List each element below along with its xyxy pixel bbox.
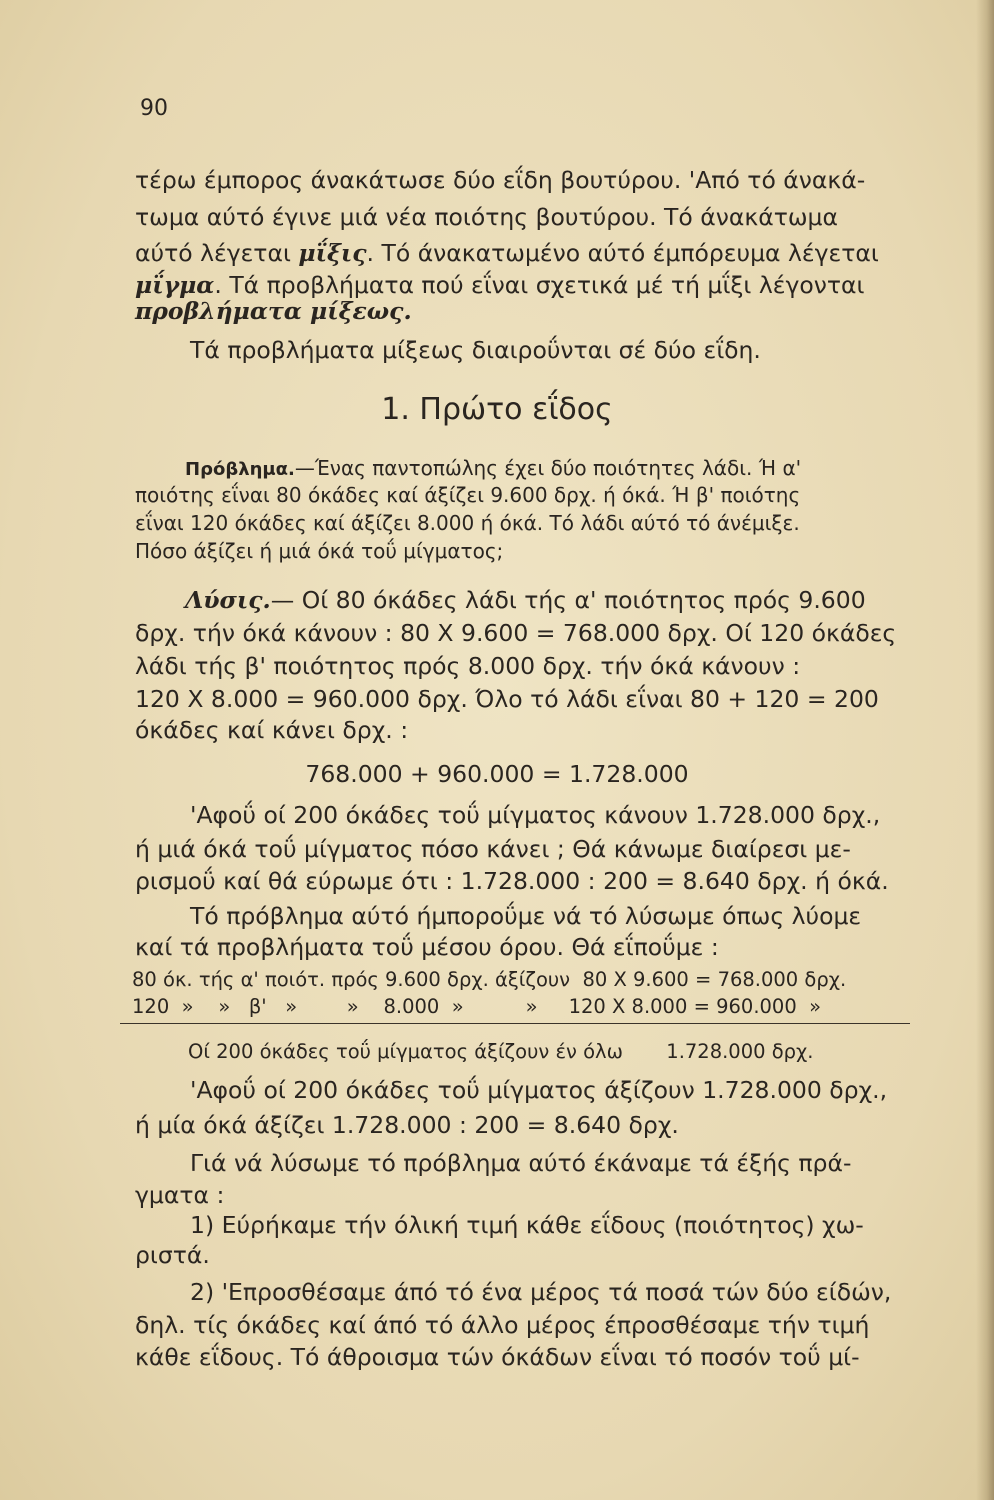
text-line: καί τά προβλήματα τοΰ μέσου όρου. Θά εΐποΰμε : [135, 933, 719, 961]
text-line: Τό πρόβλημα αύτό ήμποροΰμε νά τό λύσωμε όπως λύομε [190, 902, 862, 930]
list-item: 1) Εύρήκαμε τήν όλική τιμή κάθε εΐδους (ποιότητος) χω- [190, 1211, 864, 1239]
text-line: ρισμοΰ καί θά εύρωμε ότι : 1.728.000 : 200 = 8.640 δρχ. ή όκά. [135, 867, 889, 895]
text-line: 'Αφοΰ οί 200 όκάδες τοΰ μίγματος άξίζουν 1.728.000 δρχ., [190, 1076, 888, 1104]
calc-row: 80 όκ. τής α' ποιότ. πρός 9.600 δρχ. άξίζουν 80 X 9.600 = 768.000 δρχ. [132, 968, 847, 991]
list-item: δηλ. τίς όκάδες καί άπό τό άλλο μέρος έπροσθέσαμε τήν τιμή [135, 1311, 870, 1339]
problem-line: ποιότης εΐναι 80 όκάδες καί άξίζει 9.600 δρχ. ή όκά. Ή β' ποιότης [135, 483, 801, 507]
text-line: τωμα αύτό έγινε μιά νέα ποιότης βουτύρου. Τό άνακάτωμα [135, 203, 838, 231]
text-line: Τά προβλήματα μίξεως διαιροΰνται σέ δύο εΐδη. [190, 336, 761, 364]
section-heading: 1. Πρώτο εΐδος [381, 392, 613, 427]
solution-line: λάδι τής β' ποιότητος πρός 8.000 δρχ. τήν όκά κάνουν : [135, 652, 801, 680]
problem-label: Πρόβλημα. [185, 459, 295, 480]
text-line: 'Αφοΰ οί 200 όκάδες τοΰ μίγματος κάνουν 1.728.000 δρχ., [190, 801, 881, 829]
problem-line: Πόσο άξίζει ή μιά όκά τοΰ μίγματος; [135, 539, 504, 563]
text-segment: . Τό άνακατωμένο αύτό έμπόρευμα λέγεται [366, 239, 879, 267]
text-line: τέρω έμπορος άνακάτωσε δύο εΐδη βουτύρου. 'Από τό άνακά- [135, 166, 866, 194]
text-segment: — Οί 80 όκάδες λάδι τής α' ποιότητος πρός 9.600 [270, 586, 866, 614]
term-migma: μΐγμα [135, 271, 215, 299]
list-item: 2) 'Επροσθέσαμε άπό τό ένα μέρος τά ποσά τών δύο είδών, [190, 1278, 892, 1306]
solution-line [135, 585, 930, 615]
equation: 768.000 + 960.000 = 1.728.000 [305, 760, 689, 788]
problem-line: εΐναι 120 όκάδες καί άξίζει 8.000 ή όκά. Τό λάδι αύτό τό άνέμιξε. [135, 511, 800, 535]
text-line: ή μιά όκά τοΰ μίγματος πόσο κάνει ; Θά κάνωμε διαίρεσι με- [135, 835, 851, 863]
text-segment: . Τά προβλήματα πού εΐναι σχετικά μέ τή μΐξι λέγονται [214, 271, 865, 299]
text-segment: αύτό λέγεται [135, 239, 299, 267]
term-mixis: μΐξις [298, 239, 367, 267]
text-line: Γιά νά λύσωμε τό πρόβλημα αύτό έκάναμε τά έξής πρά- [190, 1149, 852, 1177]
list-item: ριστά. [135, 1241, 210, 1269]
divider-rule [120, 1023, 910, 1024]
text-line [135, 238, 930, 268]
text-segment: —Ένας παντοπώλης έχει δύο ποιότητες λάδι. Ή α' [294, 456, 802, 480]
page-edge-shadow [976, 0, 994, 1500]
solution-line: δρχ. τήν όκά κάνουν : 80 X 9.600 = 768.000 δρχ. Οί 120 όκάδες [135, 619, 897, 647]
text-line: ή μία όκά άξίζει 1.728.000 : 200 = 8.640 δρχ. [135, 1111, 679, 1139]
list-item: κάθε εΐδους. Τό άθροισμα τών όκάδων εΐναι τό ποσόν τοΰ μί- [135, 1343, 860, 1371]
text-line: γματα : [135, 1181, 225, 1209]
term-problems-mixing: προβλήματα μίξεως. [135, 297, 412, 325]
solution-label: Λύσις. [185, 586, 271, 614]
solution-line: όκάδες καί κάνει δρχ. : [135, 716, 409, 744]
calc-row: 120 » » β' » » 8.000 » » 120 X 8.000 = 960.000 » [132, 995, 822, 1018]
page-number: 90 [140, 96, 168, 121]
calc-total: Οί 200 όκάδες τοΰ μίγματος άξίζουν έν όλω 1.728.000 δρχ. [188, 1040, 814, 1063]
solution-line: 120 X 8.000 = 960.000 δρχ. Όλο τό λάδι εΐναι 80 + 120 = 200 [135, 685, 879, 713]
